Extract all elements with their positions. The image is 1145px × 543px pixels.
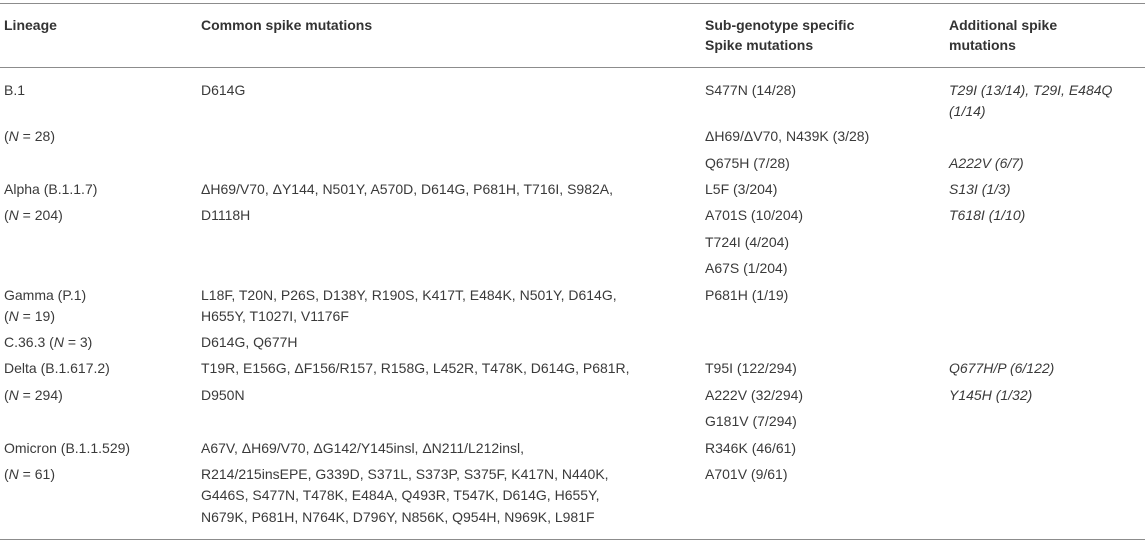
add-b1-3: A222V (6/7) [949,155,1024,171]
add-delta-2: Y145H (1/32) [949,387,1033,403]
add-alpha-1: S13I (1/3) [949,181,1011,197]
lineage-omicron: Omicron (B.1.1.529) [4,440,131,456]
lineage-alpha-count: (N = 204) [4,207,63,223]
lineage-b1: B.1 [4,82,26,98]
common-gamma-line1: L18F, T20N, P26S, D138Y, R190S, K417T, E484K, N501Y, D614G, [201,287,617,303]
sub-alpha-3: T724I (4/204) [705,234,790,250]
lineage-gamma: Gamma (P.1) [4,287,87,303]
lineage-omicron-count: (N = 61) [4,466,55,482]
header-subgenotype-line2: Spike mutations [705,37,814,53]
sub-b1-1: S477N (14/28) [705,82,797,98]
lineage-delta-count: (N = 294) [4,387,63,403]
common-delta-line2: D950N [201,387,245,403]
header-additional-line2: mutations [949,37,1016,53]
common-b1: D614G [201,82,246,98]
common-omicron-line3: G446S, S477N, T478K, E484A, Q493R, T547K, D614G, H655Y, [201,487,600,503]
sub-delta-1: T95I (122/294) [705,360,797,376]
common-alpha-line1: ΔH69/V70, ΔY144, N501Y, A570D, D614G, P681H, T716I, S982A, [201,181,614,197]
common-c363: D614G, Q677H [201,334,298,350]
table-header-rule [0,67,1145,68]
header-subgenotype-line1: Sub-genotype specific [705,17,855,33]
sub-delta-3: G181V (7/294) [705,413,797,429]
sub-alpha-2: A701S (10/204) [705,207,804,223]
add-b1-1-line1: T29I (13/14), T29I, E484Q [949,82,1113,98]
sub-omicron-2: A701V (9/61) [705,466,788,482]
sub-alpha-4: A67S (1/204) [705,260,788,276]
lineage-alpha: Alpha (B.1.1.7) [4,181,98,197]
lineage-gamma-count: (N = 19) [4,308,55,324]
sub-omicron-1: R346K (46/61) [705,440,797,456]
header-common-mutations: Common spike mutations [201,17,373,33]
common-gamma-line2: H655Y, T1027I, V1176F [201,308,349,324]
common-omicron-line2: R214/215insEPE, G339D, S371L, S373P, S375F, K417N, N440K, [201,466,609,482]
table-top-rule [0,3,1145,4]
sub-gamma-1: P681H (1/19) [705,287,789,303]
add-delta-1: Q677H/P (6/122) [949,360,1055,376]
lineage-delta: Delta (B.1.617.2) [4,360,110,376]
add-b1-1-line2: (1/14) [949,103,986,119]
lineage-c363: C.36.3 (N = 3) [4,334,93,350]
header-additional-line1: Additional spike [949,17,1058,33]
lineage-b1-count: (N = 28) [4,128,55,144]
sub-b1-2: ΔH69/ΔV70, N439K (3/28) [705,128,870,144]
table-bottom-rule [0,539,1145,540]
common-alpha-line2: D1118H [201,207,251,223]
common-omicron-line4: N679K, P681H, N764K, D796Y, N856K, Q954H, N969K, L981F [201,509,595,525]
add-alpha-2: T618I (1/10) [949,207,1026,223]
common-omicron-line1: A67V, ΔH69/V70, ΔG142/Y145insl, ΔN211/L212insl, [201,440,525,456]
common-delta-line1: T19R, E156G, ΔF156/R157, R158G, L452R, T478K, D614G, P681R, [201,360,630,376]
sub-delta-2: A222V (32/294) [705,387,804,403]
header-lineage: Lineage [4,17,57,33]
sub-alpha-1: L5F (3/204) [705,181,778,197]
sub-b1-3: Q675H (7/28) [705,155,790,171]
